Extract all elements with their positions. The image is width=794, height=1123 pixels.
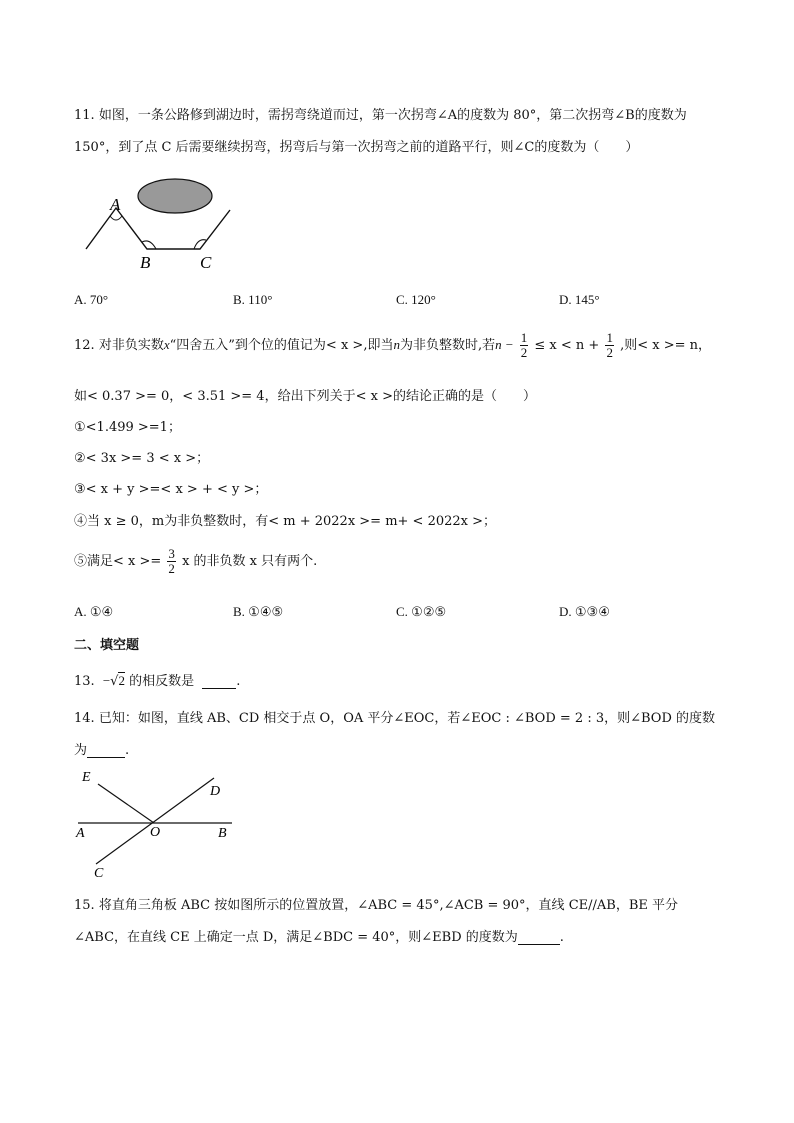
q11-option-d[interactable]: D. 145° — [559, 292, 600, 307]
q12-frac-half-2: $\frac{1}{2}$ — [606, 330, 613, 360]
label-a: A — [110, 195, 121, 214]
q11-line2 — [74, 136, 638, 155]
q12-line2: 如< 0.37 >= 0，< 3.51 >= 4，给出下列关于< x >的结论正确的是（ ） — [74, 389, 536, 404]
q12-option-b[interactable]: B. ①④⑤ — [233, 604, 284, 619]
q15-line2: ∠ABC，在直线 CE 上确定一点 D，满足∠BDC = 40°，则∠EBD 的度数为 . — [74, 930, 564, 945]
label-b: B — [218, 826, 227, 841]
q14-number: 14. — [74, 711, 95, 726]
q11-line1 — [74, 104, 687, 123]
q14-line1: 14. 已知：如图，直线 AB、CD 相交于点 O，OA 平分∠EOC，若∠EOC : ∠BOD = 2 : 3，则∠BOD 的度数 — [74, 711, 716, 726]
angle-a-arc — [110, 216, 122, 220]
q12-item4: ④当 x ≥ 0，m为非负整数时，有< m + 2022x >= m+ < 2022x >； — [74, 514, 497, 529]
q11-text-line1: 如图，一条公路修到湖边时，需拐弯绕道而过，第一次拐弯∠A的度数为 80°，第二次拐弯∠B的度数为 — [98, 108, 687, 123]
q14-answer-blank[interactable] — [87, 745, 125, 758]
q13-answer-blank[interactable] — [202, 676, 236, 689]
q11-text-line2: 150°，到了点 C 后需要继续拐弯，拐弯后与第一次拐弯之前的道路平行，则∠C的度数为（ ） — [74, 140, 639, 155]
q12-line1: 12. 对非负实数x“四舍五入”到个位的值记为< x >,即当n为非负整数时,若n − $\frac{1}{2}$ ≤ x < n + $\frac{1}{2}$ ,则< x >= n， — [74, 330, 712, 360]
ray-oe — [98, 784, 154, 823]
label-b: B — [140, 253, 151, 272]
q12-item2: ②< 3x >= 3 < x >； — [74, 451, 210, 466]
q13-line: 13. −√2 的相反数是 . — [74, 673, 241, 689]
q12-option-a[interactable]: A. ①④ — [74, 604, 114, 619]
lake-ellipse — [138, 179, 212, 213]
q14-line2: 为 . — [74, 743, 130, 758]
sqrt-sign: √ — [110, 674, 119, 689]
label-a: A — [76, 826, 85, 841]
q11-figure — [84, 174, 244, 274]
label-c: C — [94, 866, 104, 880]
label-d: D — [210, 784, 221, 799]
q12-option-d[interactable]: D. ①③④ — [559, 604, 610, 619]
q14-figure — [74, 766, 244, 880]
q12-item1: ①<1.499 >=1； — [74, 420, 181, 435]
line-cd — [96, 778, 214, 864]
q12-frac-half-1: $\frac{1}{2}$ — [520, 330, 528, 360]
q12-frac-three-halves: $\frac{3}{2}$ — [168, 546, 175, 576]
q15-number: 15. — [74, 898, 95, 913]
q11-option-a[interactable]: A. 70° — [74, 292, 109, 307]
q11-number: 11. — [74, 108, 95, 123]
section-title: 二、填空题 — [74, 638, 140, 653]
q13-number: 13. — [74, 674, 95, 689]
label-o: O — [150, 825, 161, 840]
q11-option-b[interactable]: B. 110° — [233, 292, 273, 307]
q15-line1: 15. 将直角三角板 ABC 按如图所示的位置放置，∠ABC = 45°,∠ACB = 90°，直线 CE//AB，BE 平分 — [74, 898, 679, 913]
q12-item3: ③< x + y >=< x > + < y >； — [74, 482, 268, 497]
q12-item5: ⑤满足< x >= $\frac{3}{2}$ x 的非负数 x 只有两个. — [74, 546, 318, 576]
q12-option-c[interactable]: C. ①②⑤ — [396, 604, 447, 619]
q12-number: 12. — [74, 338, 95, 353]
label-e: E — [82, 770, 91, 785]
q11-option-c[interactable]: C. 120° — [396, 292, 436, 307]
q15-answer-blank[interactable] — [518, 932, 560, 945]
label-c: C — [200, 253, 212, 272]
road-polyline — [86, 208, 230, 249]
